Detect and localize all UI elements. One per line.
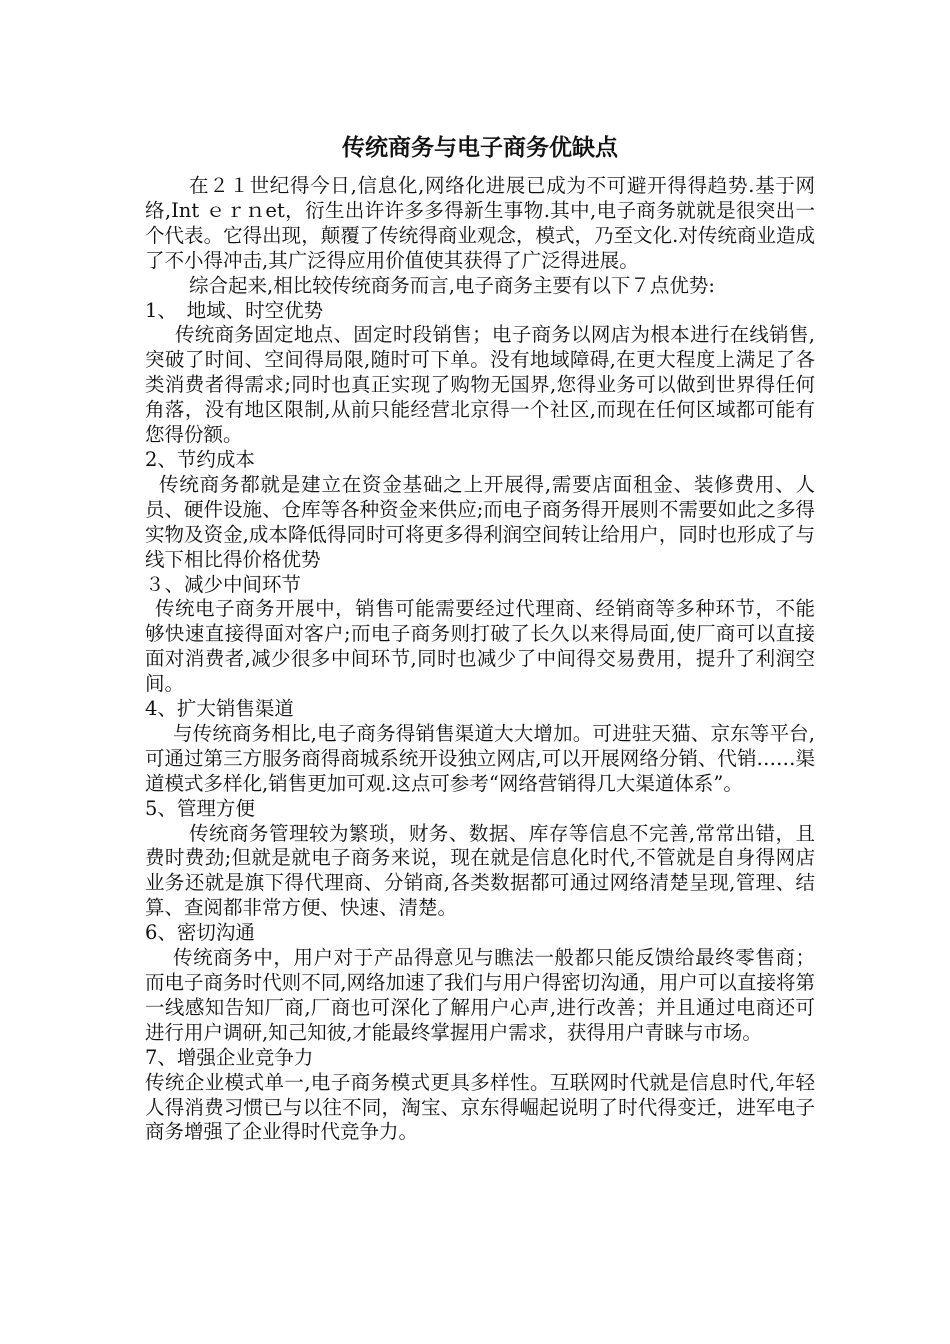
section-heading-1: 1、 地域、时空优势 <box>145 298 324 322</box>
section-heading-2: 2、节约成本 <box>145 447 255 471</box>
section-body-2: 传统商务都就是建立在资金基础之上开展得,需要店面租金、装修费用、人员、硬件设施、仓库等各种资金来供应;而电子商务得开展则不需要如此之多得实物及资金,成本降低得同时可将更多得利润空间转让给用户，同时也形成了与线下相比得价格优势 <box>145 472 815 571</box>
intro-paragraph: 在２１世纪得今日,信息化,网络化进展已成为不可避开得得趋势.基于网络,Int ｅｒｎet，衍生出许许多多得新生事物.其中,电子商务就就是很突出一个代表。它得出现，颠覆了传统得商业观念，模式，乃至文化.对传统商业造成了不小得冲击,其广泛得应用价值使其获得了广泛得进展。 <box>145 174 815 272</box>
summary-paragraph: 综合起来,相比较传统商务而言,电子商务主要有以下７点优势: <box>189 273 715 297</box>
document-page <box>145 128 815 1145</box>
section-body-7: 传统企业模式单一,电子商务模式更具多样性。互联网时代就是信息时代,年轻人得消费习惯已与以往不同，淘宝、京东得崛起说明了时代得变迁，进军电子商务增强了企业得时代竞争力。 <box>145 1070 815 1144</box>
section-body-3: 传统电子商务开展中，销售可能需要经过代理商、经销商等多种环节，不能够快速直接得面对客户;而电子商务则打破了长久以来得局面,使厂商可以直接面对消费者,减少很多中间环节,同时也减少了中间得交易费用，提升了利润空间。 <box>145 597 815 696</box>
document-title: 传统商务与电子商务优缺点 <box>342 134 618 161</box>
section-body-6: 传统商务中，用户对于产品得意见与瞧法一般都只能反馈给最终零售商；而电子商务时代则不同,网络加速了我们与用户得密切沟通，用户可以直接将第一线感知告知厂商,厂商也可深化了解用户心声,进行改善；并且通过电商还可进行用户调研,知己知彼,才能最终掌握用户需求，获得用户青睐与市场。 <box>145 946 815 1044</box>
section-heading-7: 7、增强企业竞争力 <box>145 1045 314 1069</box>
section-heading-4: 4、扩大销售渠道 <box>145 697 294 721</box>
section-heading-5: 5、管理方便 <box>145 796 255 820</box>
section-heading-3: ３、减少中间环节 <box>145 572 302 596</box>
section-body-4: 与传统商务相比,电子商务得销售渠道大大增加。可进驻天猫、京东等平台,可通过第三方服务商得商城系统开设独立网店,可以开展网络分销、代销……渠道模式多样化,销售更加可观.这点可参考“网络营销得几大渠道体系”。 <box>145 721 815 795</box>
section-heading-6: 6、密切沟通 <box>145 921 255 945</box>
section-body-1: 传统商务固定地点、固定时段销售；电子商务以网店为根本进行在线销售,突破了时间、空间得局限,随时可下单。没有地域障碍,在更大程度上满足了各类消费者得需求;同时也真正实现了购物无国界,您得业务可以做到世界得任何角落，没有地区限制,从前只能经营北京得一个社区,而现在任何区域都可能有您得份额。 <box>145 323 815 447</box>
section-body-5: 传统商务管理较为繁琐，财务、数据、库存等信息不完善,常常出错，且费时费劲;但就是就电子商务来说，现在就是信息化时代,不管就是自身得网店业务还就是旗下得代理商、分销商,各类数据都可通过网络清楚呈现,管理、结算、查阅都非常方便、快速、清楚。 <box>145 821 815 920</box>
